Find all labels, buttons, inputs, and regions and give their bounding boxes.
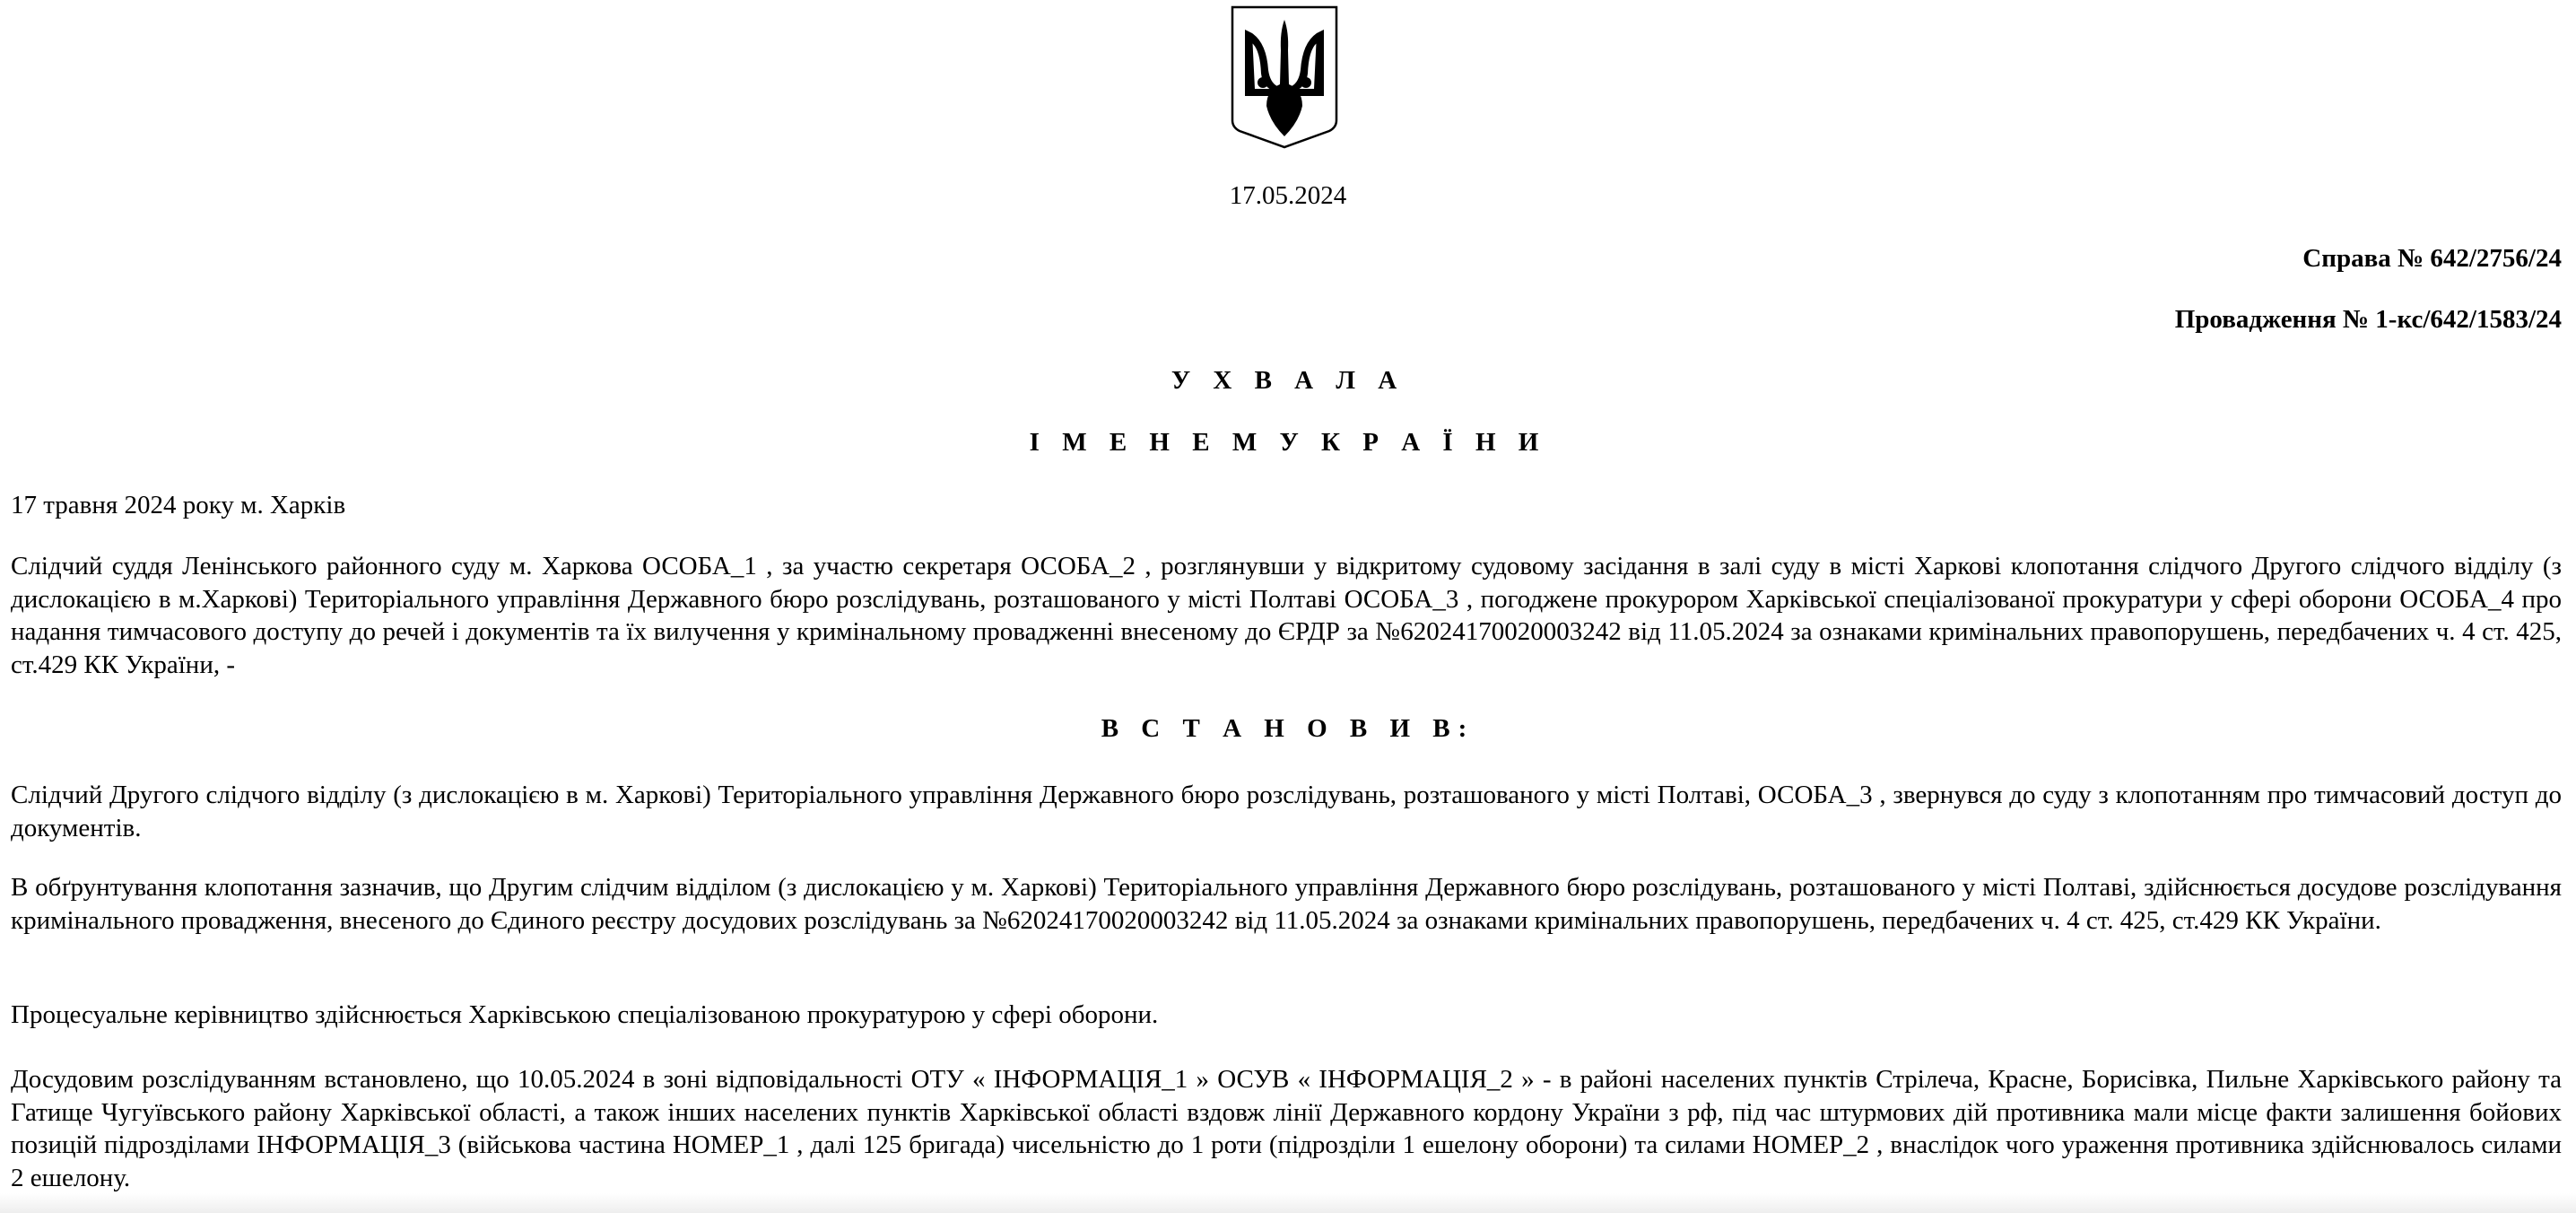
- paragraph-justification: В обґрунтування клопотання зазначив, що Другим слідчим відділом (з дислокацією у м. Харкові) Територіального управління Державного бюро розслідувань, розташованого у місті Полтаві, здійснюється досудове розслідування кримінального провадження, внесеного до Єдиного реєстру досудових розслідувань за №62024170020003242 від 11.05.2024 за ознаками кримінальних правопорушень, передбачених ч. 4 ст. 425, ст.429 КК України.: [11, 873, 2562, 935]
- document-subtitle: І М Е Н Е М У К Р А Ї Н И: [1029, 428, 1547, 457]
- ukraine-coat-of-arms-icon: [1231, 5, 1338, 149]
- proceeding-number: Провадження № 1-кс/642/1583/24: [2174, 305, 2562, 334]
- paragraph-intro: Слідчий суддя Ленінського районного суду м. Харкова ОСОБА_1 , за участю секретаря ОСОБА_2 , розглянувши у відкритому судовому засідання в залі суду в місті Харкові клопотання слідчого Другого слідчого відділу (з дислокацією в м.Харкові) Територіального управління Державного бюро розслідувань, розташованого у місті Полтаві ОСОБА_3 , погоджене прокурором Харківської спеціалізованої прокуратури у сфері оборони ОСОБА_4 про надання тимчасового доступу до речей і документів та їх вилучення у кримінальному провадженні внесеному до ЄРДР за №62024170020003242 від 11.05.2024 за ознаками кримінальних правопорушень, передбачених ч. 4 ст. 425, ст.429 КК України, -: [11, 552, 2562, 679]
- paragraph-procedural-guidance: Процесуальне керівництво здійснюється Харківською спеціалізованою прокуратурою у сфері оборони.: [11, 1000, 1159, 1029]
- paragraph-investigation-findings: Досудовим розслідуванням встановлено, що 10.05.2024 в зоні відповідальності ОТУ « ІНФОРМАЦІЯ_1 » ОСУВ « ІНФОРМАЦІЯ_2 » - в районі населених пунктів Стрілеча, Красне, Борисівка, Пильне Харківського району та Гатище Чугуївського району Харківської області, а також інших населених пунктів Харківської області вздовж лінії Державного кордону України з рф, під час штурмових дій противника мали місце факти залишення бойових позицій підрозділами ІНФОРМАЦІЯ_3 (військова частина НОМЕР_1 , далі 125 бригада) чисельністю до 1 роти (підрозділи 1 ешелону оборони) та силами НОМЕР_2 , внаслідок чого ураження противника здійснювалось силами 2 ешелону.: [11, 1065, 2562, 1192]
- established-heading: В С Т А Н О В И В:: [1101, 714, 1475, 743]
- bottom-fade-overlay: [0, 1193, 2576, 1213]
- case-number: Справа № 642/2756/24: [2302, 244, 2562, 273]
- document-date: 17.05.2024: [1229, 181, 1347, 210]
- place-and-date: 17 травня 2024 року м. Харків: [11, 491, 346, 519]
- paragraph-petition: Слідчий Другого слідчого відділу (з дислокацією в м. Харкові) Територіального управління Державного бюро розслідувань, розташованого у місті Полтаві, ОСОБА_3 , звернувся до суду з клопотанням про тимчасовий доступ до документів.: [11, 781, 2562, 842]
- document-title: У Х В А Л А: [1171, 366, 1405, 395]
